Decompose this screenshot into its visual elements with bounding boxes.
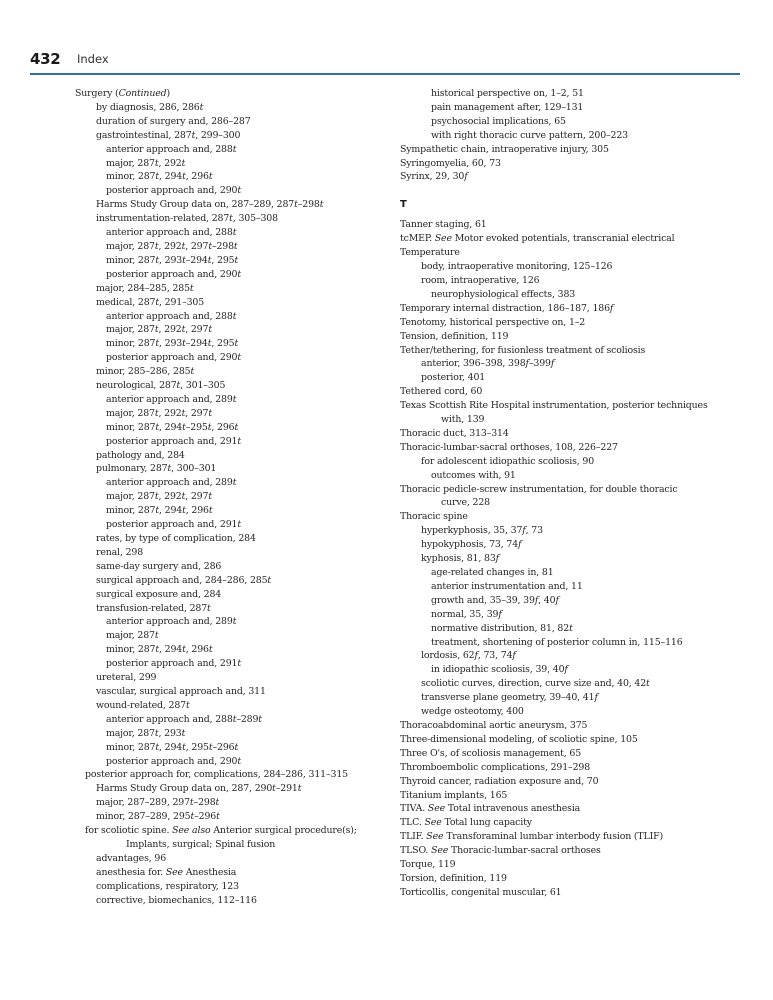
index-entry [400,594,745,608]
index-entry [400,524,745,538]
index-entry [75,615,420,629]
index-entry [75,755,420,769]
index-entry-text: Tether/tethering, for fusionless treatment of scoliosis [400,344,646,356]
index-entry-text: major, 284–285, 285t [96,282,194,294]
index-entry [75,852,420,866]
index-entry [400,157,745,171]
index-entry-text: Thoracic pedicle-screw instrumentation, for double thoracic [400,483,678,495]
index-entry [75,351,420,365]
index-entry [400,761,745,775]
index-entry-text: anesthesia for. See Anesthesia [96,866,237,878]
index-entry [75,170,420,184]
index-entry [75,407,420,421]
index-entry-text: instrumentation-related, 287t, 305–308 [96,213,278,225]
index-entry [400,344,745,358]
index-entry-text: psychosocial implications, 65 [431,115,566,127]
index-entry [400,101,745,115]
index-entry-text: posterior, 401 [421,372,486,384]
index-entry [75,699,420,713]
index-entry-text: in idiopathic scoliosis, 39, 40f [431,664,568,676]
index-entry [75,782,420,796]
index-entry [75,337,420,351]
index-entry [75,462,420,476]
index-entry [75,810,420,824]
index-entry-text: historical perspective on, 1–2, 51 [431,88,584,99]
index-entry [400,552,745,566]
index-entry-text: minor, 287t, 294t–295t, 296t [106,421,239,433]
index-entry-text: posterior approach and, 290t [106,352,241,364]
index-entry [400,775,745,789]
index-entry [75,476,420,490]
index-entry-text: normative distribution, 81, 82t [431,622,573,634]
index-entry [400,316,745,330]
index-entry-text: duration of surgery and, 286–287 [96,115,251,127]
index-entry-text: Surgery (Continued) [75,88,170,99]
index-entry-text: rates, by type of complication, 284 [96,533,256,544]
index-entry-text: minor, 287t, 294t, 296t [106,171,213,183]
index-entry-text: corrective, biomechanics, 112–116 [96,894,257,906]
index-entry-text: anterior approach and, 288t–289t [106,713,262,725]
index-entry [75,435,420,449]
index-entry [75,490,420,504]
index-entry-text: hypokyphosis, 73, 74f [421,539,522,551]
index-group-t [400,218,745,899]
index-entry-text: tcMEP. See Motor evoked potentials, transcranial electrical [400,233,675,245]
index-entry [400,170,745,184]
index-entry [400,691,745,705]
index-entry-text: room, intraoperative, 126 [421,274,540,286]
index-entry [400,830,745,844]
index-entry-text: Tethered cord, 60 [400,386,483,398]
index-entry [75,894,420,908]
index-entry-text: anterior approach and, 288t [106,143,237,155]
index-entry-text: neurophysiological effects, 383 [431,288,576,300]
index-entry-text: posterior approach and, 291t [106,435,241,447]
index-entry [75,588,420,602]
index-entry [75,449,420,463]
index-entry [75,880,420,894]
index-entry [75,629,420,643]
index-entry-text: posterior approach and, 290t [106,268,241,280]
index-entry [75,101,420,115]
index-entry [400,385,745,399]
index-entry [75,212,420,226]
index-column-left [75,87,420,907]
index-entry-text: minor, 285–286, 285t [96,366,195,378]
index-entry-text: TLC. See Total lung capacity [400,817,532,829]
index-entry-text: anterior approach and, 288t [106,227,237,239]
index-entry [400,260,745,274]
index-entry [75,129,420,143]
index-entry-text: Tanner staging, 61 [400,219,487,231]
index-entry-text: by diagnosis, 286, 286t [96,101,204,113]
index-entry-text: major, 287t, 292t, 297t [106,407,212,419]
index-entry [75,184,420,198]
index-entry-text: advantages, 96 [96,852,167,864]
index-entry [400,469,745,483]
section-letter: T [400,199,407,211]
index-entry-text: age-related changes in, 81 [431,567,554,578]
index-entry [400,566,745,580]
index-entry [400,455,745,469]
index-entry-text: pathology and, 284 [96,449,185,461]
index-entry [75,504,420,518]
index-entry [75,87,420,101]
index-entry-text: Thyroid cancer, radiation exposure and, 70 [400,775,599,787]
index-entry [75,226,420,240]
index-entry-text: Thoracoabdominal aortic aneurysm, 375 [400,719,588,731]
index-group-s-continued [400,87,745,184]
index-entry [75,713,420,727]
index-entry-text: kyphosis, 81, 83f [421,553,499,565]
index-entry-text: Thromboembolic complications, 291–298 [400,761,591,773]
index-entry-text: outcomes with, 91 [431,469,516,481]
index-entry-text: normal, 35, 39f [431,608,502,620]
index-entry-text: posterior approach and, 290t [106,755,241,767]
index-entry [400,143,745,157]
index-entry-text: complications, respiratory, 123 [96,880,239,892]
index-entry [75,768,420,782]
index-entry [75,282,420,296]
index-entry-text: Thoracic duct, 313–314 [400,427,509,439]
index-entry [400,789,745,803]
index-entry-continuation: curve, 228 [441,497,490,509]
index-entry-text: minor, 287t, 294t, 295t–296t [106,741,239,753]
index-entry-text: medical, 287t, 291–305 [96,296,205,308]
index-entry-text: body, intraoperative monitoring, 125–126 [421,261,613,273]
index-entry-text: Harms Study Group data on, 287–289, 287t–298t [96,199,324,211]
index-entry [400,274,745,288]
index-entry [75,727,420,741]
index-entry [400,636,745,650]
index-entry [75,866,420,880]
index-entry [400,427,745,441]
index-entry-text: Thoracic spine [400,511,468,523]
index-entry-text: posterior approach and, 291t [106,658,241,670]
index-entry [75,643,420,657]
index-entry [75,657,420,671]
index-entry [400,663,745,677]
index-entry-text: Titanium implants, 165 [400,789,508,801]
index-entry-text: anterior approach and, 289t [106,393,237,405]
index-entry-text: with right thoracic curve pattern, 200–223 [431,129,628,141]
index-entry [400,330,745,344]
index-entry-text: surgical approach and, 284–286, 285t [96,574,272,586]
index-entry-text: Tenotomy, historical perspective on, 1–2 [400,316,586,328]
index-entry [400,302,745,316]
index-entry [75,796,420,810]
index-entry-text: Three-dimensional modeling, of scoliotic spine, 105 [400,733,638,745]
index-entry-text: major, 287t, 293t [106,727,186,739]
index-entry [75,560,420,574]
index-entry-text: Temperature [400,247,460,259]
index-entry-text: gastrointestinal, 287t, 299–300 [96,129,241,141]
index-entry [400,747,745,761]
index-entry-text: renal, 298 [96,546,144,558]
index-entry-text: major, 287t, 292t, 297t [106,324,212,336]
index-entry-continuation: with, 139 [441,414,485,426]
index-entry [75,365,420,379]
index-entry [400,802,745,816]
index-entry-text: Temporary internal distraction, 186–187, 186f [400,302,614,314]
index-entry-text: ureteral, 299 [96,672,157,684]
index-entry-text: Thoracic-lumbar-sacral orthoses, 108, 226–227 [400,441,618,453]
index-entry [400,399,745,427]
index-entry-text: vascular, surgical approach and, 311 [96,685,266,697]
index-entry [75,254,420,268]
index-entry-text: major, 287t [106,630,159,642]
index-entry-text: posterior approach and, 291t [106,519,241,531]
page-number: 432 [30,50,61,68]
index-entry-text: Three O's, of scoliosis management, 65 [400,747,582,759]
index-entry [75,268,420,282]
index-entry-text: anterior approach and, 289t [106,616,237,628]
index-entry-text: minor, 287t, 293t–294t, 295t [106,254,239,266]
index-entry [75,421,420,435]
index-entry-text: major, 287t, 292t, 297t–298t [106,240,238,252]
index-entry-text: pain management after, 129–131 [431,101,584,113]
index-entry [400,357,745,371]
index-entry-text: Torque, 119 [400,859,456,871]
index-entry-text: lordosis, 62f, 73, 74f [421,650,516,662]
index-entry [75,602,420,616]
index-entry [400,622,745,636]
index-entry-text: wound-related, 287t [96,699,190,711]
index-entry-text: TIVA. See Total intravenous anesthesia [400,803,581,815]
index-entry [75,518,420,532]
index-entry-text: transverse plane geometry, 39–40, 41f [421,692,598,704]
index-entry [400,733,745,747]
index-entry-text: posterior approach for, complications, 284–286, 311–315 [85,769,348,781]
index-entry [400,87,745,101]
index-entry-text: neurological, 287t, 301–305 [96,380,226,392]
index-entry-text: anterior approach and, 289t [106,477,237,489]
index-entry-text: anterior, 396–398, 398f–399f [421,358,555,370]
index-entry [400,246,745,260]
index-entry [400,538,745,552]
index-entry-text: Torsion, definition, 119 [400,872,507,884]
index-entry [400,886,745,900]
index-entry-text: pulmonary, 287t, 300–301 [96,463,217,475]
index-entry [400,580,745,594]
index-entry [75,741,420,755]
index-entry-text: major, 287t, 292t [106,157,186,169]
index-entry-text: treatment, shortening of posterior column in, 115–116 [431,636,683,648]
index-entry-text: hyperkyphosis, 35, 37f, 73 [421,525,543,537]
index-entry [75,198,420,212]
index-entry-text: wedge osteotomy, 400 [421,706,524,718]
index-entry [400,608,745,622]
index-entry [400,649,745,663]
index-entry-text: TLSO. See Thoracic-lumbar-sacral orthoses [400,845,601,857]
index-entry-text: for scoliotic spine. See also Anterior surgical procedure(s); [85,825,357,837]
index-entry [400,129,745,143]
index-entry [75,532,420,546]
index-entry-text: scoliotic curves, direction, curve size and, 40, 42t [421,678,650,690]
index-entry [75,115,420,129]
index-entry [75,240,420,254]
index-entry [400,719,745,733]
index-entry [75,157,420,171]
index-entry [75,296,420,310]
index-entry-text: major, 287–289, 297t–298t [96,797,220,809]
index-entry [400,816,745,830]
index-entry-text: Torticollis, congenital muscular, 61 [400,886,562,898]
index-entry [75,323,420,337]
section-title: Index [77,52,109,66]
index-column-right [400,87,745,900]
index-entry-continuation: Implants, surgical; Spinal fusion [126,838,276,850]
index-entry [400,232,745,246]
index-entry-text: posterior approach and, 290t [106,185,241,197]
index-entry-text: Sympathetic chain, intraoperative injury, 305 [400,143,609,155]
index-entry [75,393,420,407]
index-entry-text: for adolescent idiopathic scoliosis, 90 [421,455,595,467]
index-entry-text: TLIF. See Transforaminal lumbar interbody fusion (TLIF) [400,831,664,843]
index-entry [400,371,745,385]
index-entry [400,510,745,524]
header-rule [30,73,740,75]
index-entry-text: minor, 287t, 294t, 296t [106,644,213,656]
index-entry-text: anterior approach and, 288t [106,310,237,322]
index-entry [75,546,420,560]
index-entry [400,705,745,719]
index-entry [400,858,745,872]
index-entry [400,844,745,858]
index-entry-text: major, 287t, 292t, 297t [106,491,212,503]
index-entry [75,685,420,699]
index-entry [400,872,745,886]
index-entry-text: anterior instrumentation and, 11 [431,580,583,592]
index-entry-text: Harms Study Group data on, 287, 290t–291t [96,783,302,795]
index-entry-text: same-day surgery and, 286 [96,560,222,572]
index-entry-text: Tension, definition, 119 [400,330,509,342]
index-entry-text: Texas Scottish Rite Hospital instrumentation, posterior techniques [400,400,708,412]
index-entry [400,441,745,455]
index-entry-text: Syringomyelia, 60, 73 [400,157,501,169]
index-entry [400,483,745,511]
index-entry [75,574,420,588]
index-entry-text: growth and, 35–39, 39f, 40f [431,594,559,606]
index-entry-text: minor, 287t, 293t–294t, 295t [106,338,239,350]
index-entry [400,115,745,129]
index-entry-text: transfusion-related, 287t [96,602,211,614]
index-entry [75,824,420,852]
index-entry-text: minor, 287–289, 295t–296t [96,811,220,823]
index-entry-text: surgical exposure and, 284 [96,588,222,600]
index-entry [75,310,420,324]
index-entry [400,288,745,302]
index-entry [400,677,745,691]
index-entry [75,143,420,157]
index-entry [75,671,420,685]
index-entry [400,218,745,232]
index-entry [75,379,420,393]
index-entry-text: minor, 287t, 294t, 296t [106,505,213,517]
index-entry-text: Syrinx, 29, 30f [400,171,468,183]
